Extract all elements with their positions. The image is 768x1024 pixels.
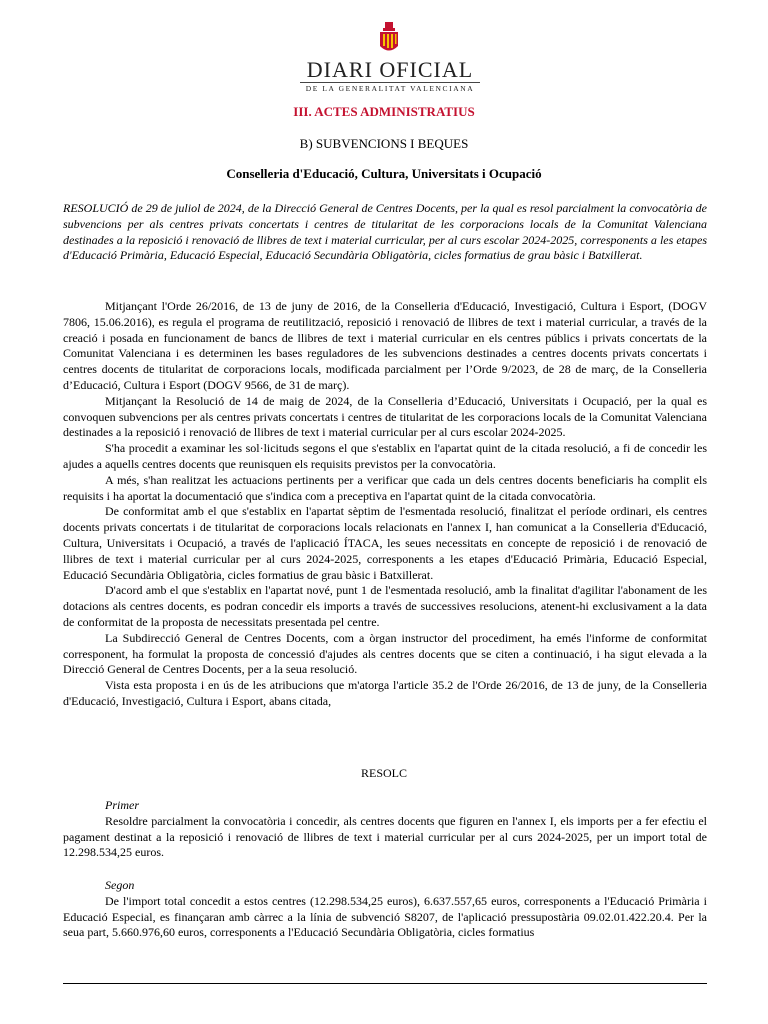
preamble: [63, 299, 707, 710]
section-title: III. ACTES ADMINISTRATIUS: [293, 104, 475, 119]
paragraph: Vista esta proposta i en ús de les atribucions que m'atorga l'article 35.2 de l'Orde 26/2016, de 13 de juny, de la Conselleria d'Educació, Investigació, Cultura i Esport, abans citada,: [63, 678, 707, 708]
decision-text: De l'import total concedit a estos centres (12.298.534,25 euros), 6.637.557,65 euros, corresponents a l'Educació Primària i Educació Especial, es finançaran amb càrrec a la línia de subvenció S8207, de l'aplicació pressupostària 09.02.01.422.20.4. Per la seua part, 5.660.976,60 euros, corresponents a l'Educació Secundària Obligatòria, cicles formatius: [63, 893, 707, 940]
conselleria-name: Conselleria d'Educació, Cultura, Universitats i Ocupació: [226, 166, 542, 181]
resolution-summary: RESOLUCIÓ de 29 de juliol de 2024, de la Direcció General de Centres Docents, per la qual es resol parcialment la convocatòria de subvencions per als centres privats concertats i centres de titularitat de les corporacions locals de la Comunitat Valenciana destinades a la reposició i renovació de llibres de text i material curricular, per al curs escolar 2024-2025, corresponents a les etapes d'Educació Primària, Educació Especial, Educació Secundària Obligatòria, cicles formatius de grau bàsic i Batxillerat.: [63, 201, 707, 263]
logo-subtitle: DE LA GENERALITAT VALENCIANA: [300, 82, 480, 93]
paragraph: La Subdirecció General de Centres Docents, com a òrgan instructor del procediment, ha emés l'informe de conformitat corresponent, ha formulat la proposta de concessió d'ajudes als centres docents que se citen a continuació, i ha sigut elevada a la Direcció General de Centres Docents, per a la seua resolució.: [63, 630, 707, 677]
paragraph: A més, s'han realitzat les actuacions pertinents per a verificar que cada un dels centres docents beneficiaris ha complit els requisits i ha aportat la documentació que s'indica com a preceptiva en l'apartat quint de la citada convocatòria.: [63, 472, 707, 503]
paragraph: Mitjançant l'Orde 26/2016, de 13 de juny de 2016, de la Conselleria d'Educació, Investigació, Cultura i Esport, (DOGV 7806, 15.06.2016), es regula el programa de reutilització, reposició i renovació de llibres de text i material curricular, a través de la creació i posada en funcionament de bancs de llibres de text i material curricular en els centres públics i privats concertats de la Comunitat Valenciana i es determinen les bases reguladores de les subvencions destinades a centres docents privats concertats i centres docents de titularitat de corporacions locals, modificada parcialment per l’Orde 9/2023, de 28 de març, de la Conselleria d’Educació, Cultura i Esport (DOGV 9566, de 31 de març).: [63, 299, 707, 392]
resolc-heading: RESOLC: [360, 766, 407, 780]
paragraph: De conformitat amb el que s'establix en l'apartat sèptim de l'esmentada resolució, finalitzat el període ordinari, els centres docents privats concertats i de titularitat de corporacions locals relacionats en l'annex I, han comunicat a la Conselleria d'Educació, Cultura, Universitats i Ocupació, a través de l'aplicació ÍTACA, les seues necessitats en concepte de reposició i de renovació de llibres de text i material curricular per al curs 2024-2025, corresponents a les etapes d'Educació Primària, Educació Especial, Educació Secundària Obligatòria, cicles formatius de grau bàsic i Batxillerat.: [63, 504, 707, 582]
masthead: [300, 22, 480, 93]
decision-label: Primer: [105, 798, 139, 812]
decision-text: Resoldre parcialment la convocatòria i concedir, als centres docents que figuren en l'annex I, els imports per a fer efectiu el pagament destinat a la reposició i renovació de llibres de text i material curricular per al curs 2024-2025, per un import total de 12.298.534,25 euros.: [63, 813, 707, 860]
paragraph: Mitjançant la Resolució de 14 de maig de 2024, de la Conselleria d’Educació, Universitats i Ocupació, per la qual es convoquen subvencions per als centres privats concertats i centres de titularitat de les corporacions locals de la Comunitat Valenciana destinades a la reposició i renovació de llibres de text i material curricular per al curs escolar 2024-2025.: [63, 393, 707, 440]
decision-label: Segon: [105, 878, 135, 892]
paragraph: D'acord amb el que s'establix en l'apartat nové, punt 1 de l'esmentada resolució, amb la finalitat d'agilitar l'abonament de les dotacions als centres docents, es podran concedir els imports a través de successives resolucions, atenent-hi exclusivament a la data de conformitat de la proposta de necessitats presentada pel centre.: [63, 583, 707, 629]
logo-title: DIARI OFICIAL: [306, 57, 474, 82]
generalitat-crest-icon: [376, 22, 402, 56]
subsection-title: B) SUBVENCIONS I BEQUES: [299, 136, 469, 151]
paragraph: S'ha procedit a examinar les sol·licituds segons el que s'establix en l'apartat quint de la citada resolució, a fi de concedir les ajudes a aquells centres docents que reunisquen els requisits previstos per la convocatòria.: [63, 441, 707, 471]
decision-first: [63, 798, 707, 861]
decision-second: [63, 878, 707, 941]
footer-divider: [63, 983, 707, 984]
